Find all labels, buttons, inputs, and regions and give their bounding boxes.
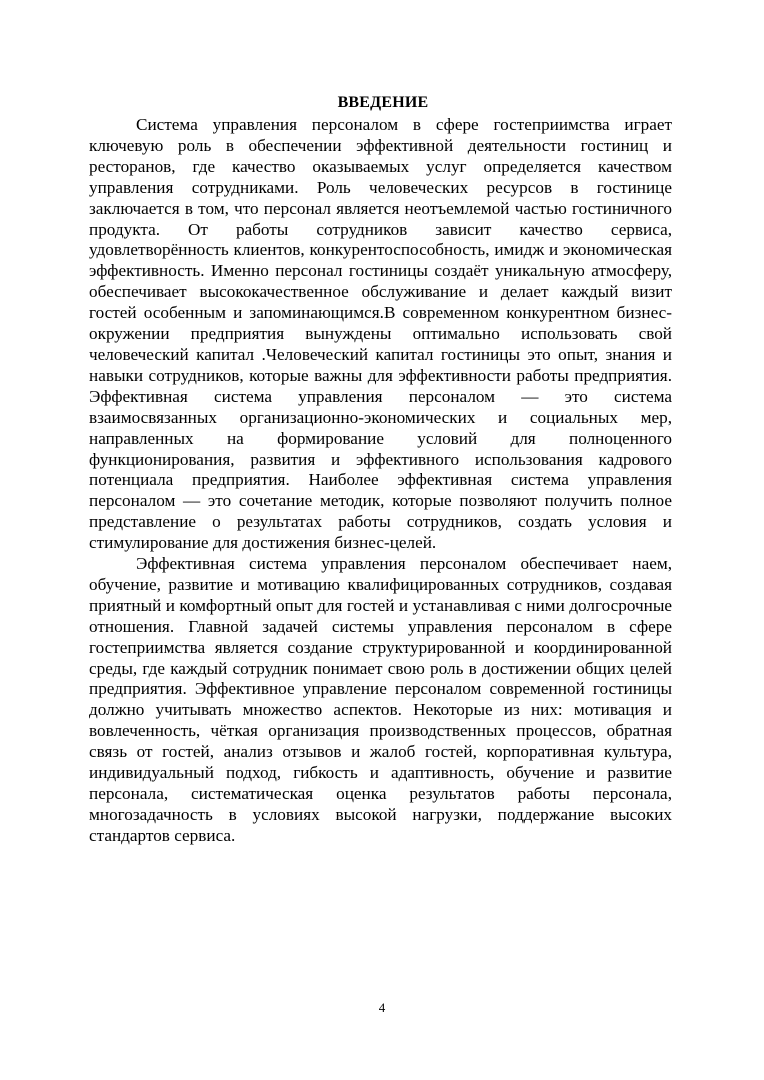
body-text xyxy=(89,115,672,847)
paragraph: Система управления персоналом в сфере гостеприимства играет ключевую роль в обеспечении эффективной деятельности гостиниц и ресторанов, где качество оказываемых услуг определяется качеством управления сотрудниками. Роль человеческих ресурсов в гостинице заключается в том, что персонал является неотъемлемой частью гостиничного продукта. От работы сотрудников зависит качество сервиса, удовлетворённость клиентов, конкурентоспособность, имидж и экономическая эффективность. Именно персонал гостиницы создаёт уникальную атмосферу, обеспечивает высококачественное обслуживание и делает каждый визит гостей особенным и запоминающимся.В современном конкурентном бизнес-окружении предприятия вынуждены оптимально использовать свой человеческий капитал .Человеческий капитал гостиницы это опыт, знания и навыки сотрудников, которые важны для эффективности работы предприятия. Эффективная система управления персоналом — это система взаимосвязанных организационно-экономических и социальных мер, направленных на формирование условий для полноценного функционирования, развития и эффективного использования кадрового потенциала предприятия. Наиболее эффективная система управления персоналом — это сочетание методик, которые позволяют получить полное представление о результатах работы сотрудников, создать условия и стимулирование для достижения бизнес-целей. xyxy=(89,115,672,553)
page-number: 4 xyxy=(378,1000,386,1015)
paragraph: Эффективная система управления персоналом обеспечивает наем, обучение, развитие и мотивацию квалифицированных сотрудников, создавая приятный и комфортный опыт для гостей и устанавливая с ними долгосрочные отношения. Главной задачей системы управления персоналом в сфере гостеприимства является создание структурированной и координированной среды, где каждый сотрудник понимает свою роль в достижении общих целей предприятия. Эффективное управление персоналом современной гостиницы должно учитывать множество аспектов. Некоторые из них: мотивация и вовлеченность, чёткая организация производственных процессов, обратная связь от гостей, анализ отзывов и жалоб гостей, корпоративная культура, индивидуальный подход, гибкость и адаптивность, обучение и развитие персонала, систематическая оценка результатов работы персонала, многозадачность в условиях высокой нагрузки, поддержание высоких стандартов сервиса. xyxy=(89,554,672,845)
page-title: ВВЕДЕНИЕ xyxy=(337,94,429,111)
